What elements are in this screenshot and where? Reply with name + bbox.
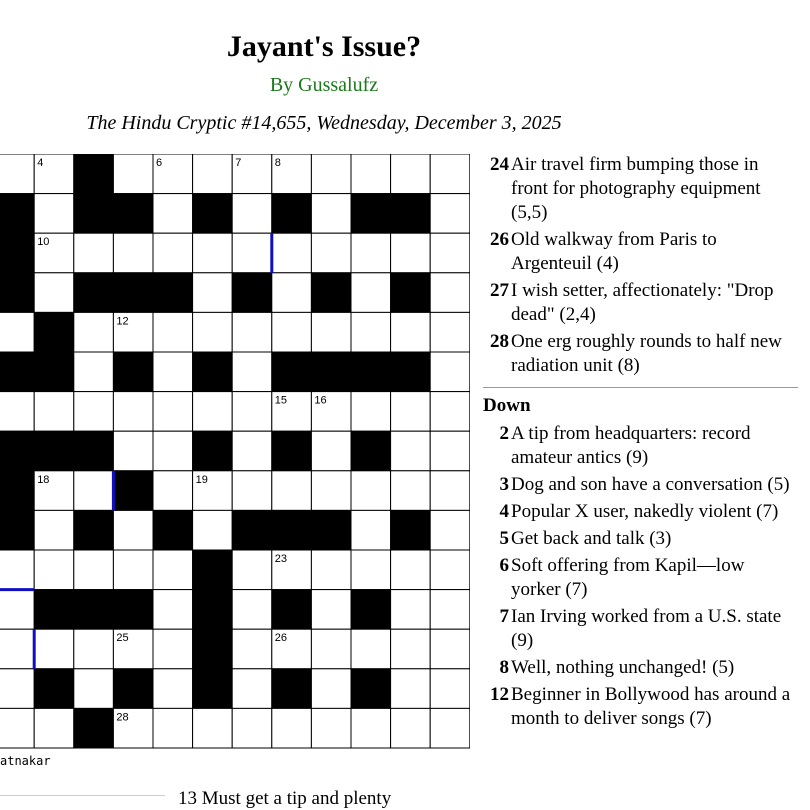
clue-item[interactable] <box>483 656 798 680</box>
grid-cell[interactable] <box>391 590 431 630</box>
grid-cell[interactable] <box>311 194 351 234</box>
grid-block <box>113 590 153 630</box>
grid-cell[interactable] <box>430 431 470 471</box>
grid-cell[interactable] <box>0 312 34 352</box>
grid-cell[interactable] <box>74 352 114 392</box>
clue-number: 26 <box>490 229 509 250</box>
grid-cell[interactable] <box>232 312 272 352</box>
grid-cell[interactable] <box>430 708 470 748</box>
grid-cell[interactable] <box>232 352 272 392</box>
grid-cell[interactable] <box>74 669 114 709</box>
grid-block <box>74 431 114 471</box>
clue-number: 28 <box>490 331 509 352</box>
grid-block <box>113 669 153 709</box>
cell-number: 12 <box>116 315 129 328</box>
grid-cell[interactable] <box>232 629 272 669</box>
crossword-grid-svg[interactable] <box>0 154 470 749</box>
grid-cell[interactable] <box>232 471 272 511</box>
grid-cell[interactable] <box>232 550 272 590</box>
cell-number: 25 <box>116 632 129 645</box>
grid-block <box>351 431 391 471</box>
clue-text: A tip from headquarters: record amateur antics (9) <box>511 423 751 468</box>
grid-cell[interactable] <box>430 154 470 194</box>
grid-cell[interactable] <box>153 392 193 432</box>
grid-cell[interactable] <box>391 629 431 669</box>
grid-cell[interactable] <box>430 233 470 273</box>
grid-cell[interactable] <box>272 708 312 748</box>
grid-cell[interactable] <box>0 590 34 630</box>
grid-cell[interactable] <box>153 431 193 471</box>
grid-cell[interactable] <box>0 154 34 194</box>
divider <box>483 387 798 388</box>
grid-cell[interactable] <box>430 629 470 669</box>
grid-cell[interactable] <box>351 312 391 352</box>
grid-cell[interactable] <box>430 550 470 590</box>
grid-cell[interactable] <box>391 550 431 590</box>
clue-item[interactable] <box>483 330 798 378</box>
grid-cell[interactable] <box>430 392 470 432</box>
grid-cell[interactable] <box>391 471 431 511</box>
grid-cell[interactable] <box>311 431 351 471</box>
cell-number: 28 <box>116 711 129 724</box>
grid-cell[interactable] <box>391 708 431 748</box>
clue-item[interactable] <box>483 228 798 276</box>
grid-cell[interactable] <box>153 669 193 709</box>
grid-cell[interactable] <box>430 273 470 313</box>
grid-cell[interactable] <box>34 629 74 669</box>
grid-cell[interactable] <box>34 392 74 432</box>
grid-cell[interactable] <box>34 550 74 590</box>
grid-cell[interactable] <box>232 669 272 709</box>
grid-cell[interactable] <box>193 708 233 748</box>
grid-cell[interactable] <box>113 233 153 273</box>
grid-cell[interactable] <box>232 194 272 234</box>
grid-cell[interactable] <box>74 233 114 273</box>
grid-block <box>0 471 34 511</box>
clue-text: Popular X user, nakedly violent (7) <box>511 501 779 522</box>
grid-cell[interactable] <box>153 233 193 273</box>
cell-number: 8 <box>274 157 281 169</box>
grid-cell[interactable] <box>74 392 114 432</box>
grid-cell[interactable] <box>153 194 193 234</box>
grid-block <box>391 194 431 234</box>
grid-cell[interactable] <box>391 392 431 432</box>
clue-number: 5 <box>499 528 509 549</box>
clue-item[interactable] <box>483 473 798 497</box>
cell-number: 19 <box>195 473 208 486</box>
grid-cell[interactable] <box>113 154 153 194</box>
clue-text: Well, nothing unchanged! (5) <box>511 657 735 678</box>
clue-text: Beginner in Bollywood has around a month to deliver songs (7) <box>511 684 791 729</box>
grid-cell[interactable] <box>351 392 391 432</box>
grid-cell[interactable] <box>311 312 351 352</box>
grid-block <box>74 590 114 630</box>
grid-cell[interactable] <box>232 708 272 748</box>
clue-number: 8 <box>499 657 509 678</box>
grid-cell[interactable] <box>272 312 312 352</box>
grid-cell[interactable] <box>272 471 312 511</box>
grid-cell[interactable] <box>430 510 470 550</box>
grid-cell[interactable] <box>311 669 351 709</box>
grid-cell[interactable] <box>430 352 470 392</box>
grid-cell[interactable] <box>153 629 193 669</box>
grid-block <box>193 669 233 709</box>
grid-block <box>153 510 193 550</box>
cell-number: 26 <box>274 632 288 645</box>
grid-cell[interactable] <box>0 392 34 432</box>
grid-cell[interactable] <box>351 471 391 511</box>
clue-panel <box>483 153 798 734</box>
grid-credit: atnakar <box>0 754 51 768</box>
grid-block <box>113 194 153 234</box>
grid-block <box>74 510 114 550</box>
grid-block <box>0 431 34 471</box>
grid-cell[interactable] <box>193 392 233 432</box>
clue-number: 27 <box>490 280 509 301</box>
grid-cell[interactable] <box>193 273 233 313</box>
clue-item[interactable] <box>483 500 798 524</box>
divider <box>0 795 165 796</box>
grid-cell[interactable] <box>391 312 431 352</box>
grid-block <box>153 273 193 313</box>
clue-number: 2 <box>499 423 509 444</box>
grid-cell[interactable] <box>34 708 74 748</box>
grid-cell[interactable] <box>311 233 351 273</box>
grid-cell[interactable] <box>311 590 351 630</box>
grid-cell[interactable] <box>351 550 391 590</box>
clue-item[interactable] <box>483 683 798 731</box>
grid-cell[interactable] <box>193 510 233 550</box>
grid-block <box>193 629 233 669</box>
grid-cell[interactable] <box>430 312 470 352</box>
grid-cell[interactable] <box>351 708 391 748</box>
grid-block <box>351 590 391 630</box>
grid-cell[interactable] <box>391 233 431 273</box>
grid-cell[interactable] <box>351 233 391 273</box>
grid-cell[interactable] <box>74 471 114 511</box>
grid-cell[interactable] <box>232 431 272 471</box>
grid-block <box>74 708 114 748</box>
cell-number: 4 <box>37 157 44 169</box>
grid-block <box>0 194 34 234</box>
grid-cell[interactable] <box>113 392 153 432</box>
clue-number: 24 <box>490 154 509 175</box>
clue-item[interactable] <box>483 605 798 653</box>
grid-block <box>0 352 34 392</box>
grid-block <box>391 352 431 392</box>
grid-cell[interactable] <box>113 550 153 590</box>
grid-cell[interactable] <box>430 669 470 709</box>
partial-clue: 13 Must get a tip and plenty <box>178 788 392 809</box>
cell-number: 15 <box>274 394 288 407</box>
grid-cell[interactable] <box>391 431 431 471</box>
clue-text: Soft offering from Kapil—low yorker (7) <box>511 555 745 600</box>
clue-number: 7 <box>499 606 509 627</box>
grid-cell[interactable] <box>430 471 470 511</box>
cell-number: 23 <box>274 553 288 565</box>
grid-cell[interactable] <box>351 510 391 550</box>
grid-block <box>311 352 351 392</box>
grid-block <box>34 312 74 352</box>
clue-number: 3 <box>499 474 509 495</box>
cell-number: 16 <box>314 394 327 407</box>
clue-number: 12 <box>490 684 509 705</box>
cell-number: 22 <box>195 553 208 565</box>
puzzle-title: Jayant's Issue? <box>226 30 422 63</box>
grid-block <box>34 590 74 630</box>
cell-number: 18 <box>37 473 50 486</box>
grid-cell[interactable] <box>391 154 431 194</box>
grid-block <box>272 590 312 630</box>
grid-cell[interactable] <box>0 550 34 590</box>
grid-block <box>193 431 233 471</box>
clue-text: I wish setter, affectionately: "Drop dead" (2,4) <box>511 280 774 325</box>
grid-block <box>272 669 312 709</box>
clue-item[interactable] <box>483 422 798 470</box>
grid-cell[interactable] <box>74 312 114 352</box>
grid-cell[interactable] <box>351 273 391 313</box>
grid-block <box>311 273 351 313</box>
cell-number: 10 <box>37 236 50 249</box>
grid-block <box>272 194 312 234</box>
grid-block <box>193 352 233 392</box>
grid-block <box>351 352 391 392</box>
grid-cell[interactable] <box>232 392 272 432</box>
grid-cell[interactable] <box>0 669 34 709</box>
grid-block <box>351 669 391 709</box>
grid-block <box>0 233 34 273</box>
grid-block <box>311 510 351 550</box>
grid-block <box>0 273 34 313</box>
clue-text: Dog and son have a conversation (5) <box>511 474 790 495</box>
grid-cell[interactable] <box>430 194 470 234</box>
cell-number: 7 <box>235 157 242 169</box>
grid-cell[interactable] <box>232 233 272 273</box>
grid-cell[interactable] <box>430 590 470 630</box>
grid-cell[interactable] <box>272 233 312 273</box>
grid-block <box>272 431 312 471</box>
grid-block <box>391 510 431 550</box>
grid-block <box>113 471 153 511</box>
clue-item[interactable] <box>483 554 798 602</box>
clue-text: Ian Irving worked from a U.S. state (9) <box>511 606 782 651</box>
grid-cell[interactable] <box>74 629 114 669</box>
clue-text: Get back and talk (3) <box>511 528 672 549</box>
grid-cell[interactable] <box>153 590 193 630</box>
grid-cell[interactable] <box>311 550 351 590</box>
grid-cell[interactable] <box>153 550 193 590</box>
clue-number: 6 <box>499 555 509 576</box>
grid-block <box>272 510 312 550</box>
grid-cell[interactable] <box>311 154 351 194</box>
grid-block <box>232 510 272 550</box>
grid-cell[interactable] <box>34 273 74 313</box>
grid-cell[interactable] <box>193 312 233 352</box>
clue-item[interactable] <box>483 279 798 327</box>
grid-cell[interactable] <box>34 194 74 234</box>
grid-cell[interactable] <box>272 273 312 313</box>
grid-block <box>391 273 431 313</box>
cell-number: 6 <box>156 157 163 169</box>
grid-cell[interactable] <box>153 708 193 748</box>
grid-cell[interactable] <box>153 312 193 352</box>
grid-cell[interactable] <box>311 629 351 669</box>
grid-cell[interactable] <box>113 510 153 550</box>
puzzle-subtitle: The Hindu Cryptic #14,655, Wednesday, December 3, 2025 <box>86 112 562 134</box>
cell-number: 5 <box>76 157 83 169</box>
grid-block <box>74 194 114 234</box>
grid-block <box>113 273 153 313</box>
grid-block <box>113 352 153 392</box>
grid-block <box>272 352 312 392</box>
grid-block <box>351 194 391 234</box>
grid-cell[interactable] <box>0 629 34 669</box>
clue-text: One erg roughly rounds to half new radiation unit (8) <box>511 331 782 376</box>
across-clue-list <box>483 153 798 378</box>
grid-cell[interactable] <box>153 471 193 511</box>
grid-cell[interactable] <box>74 550 114 590</box>
grid-cell[interactable] <box>311 708 351 748</box>
grid-cell[interactable] <box>351 154 391 194</box>
grid-cell[interactable] <box>34 510 74 550</box>
grid-cell[interactable] <box>391 669 431 709</box>
grid-cell[interactable] <box>113 431 153 471</box>
grid-block <box>193 194 233 234</box>
grid-cell[interactable] <box>232 590 272 630</box>
grid-block <box>0 510 34 550</box>
grid-block <box>34 669 74 709</box>
grid-cell[interactable] <box>0 708 34 748</box>
grid-block <box>193 590 233 630</box>
down-heading: Down <box>483 395 531 416</box>
clue-number: 4 <box>499 501 509 522</box>
grid-cell[interactable] <box>311 471 351 511</box>
clue-item[interactable] <box>483 153 798 225</box>
clue-item[interactable] <box>483 527 798 551</box>
grid-cell[interactable] <box>193 233 233 273</box>
clue-text: Old walkway from Paris to Argenteuil (4) <box>511 229 717 274</box>
puzzle-author: By Gussalufz <box>269 74 379 96</box>
grid-block <box>74 273 114 313</box>
grid-block <box>232 273 272 313</box>
grid-cell[interactable] <box>351 629 391 669</box>
grid-block <box>34 352 74 392</box>
crossword-grid[interactable] <box>0 154 470 749</box>
grid-cell[interactable] <box>153 352 193 392</box>
clue-text: Air travel firm bumping those in front for photography equipment (5,5) <box>511 154 761 223</box>
grid-cell[interactable] <box>193 154 233 194</box>
grid-block <box>34 431 74 471</box>
down-clue-list <box>483 422 798 731</box>
